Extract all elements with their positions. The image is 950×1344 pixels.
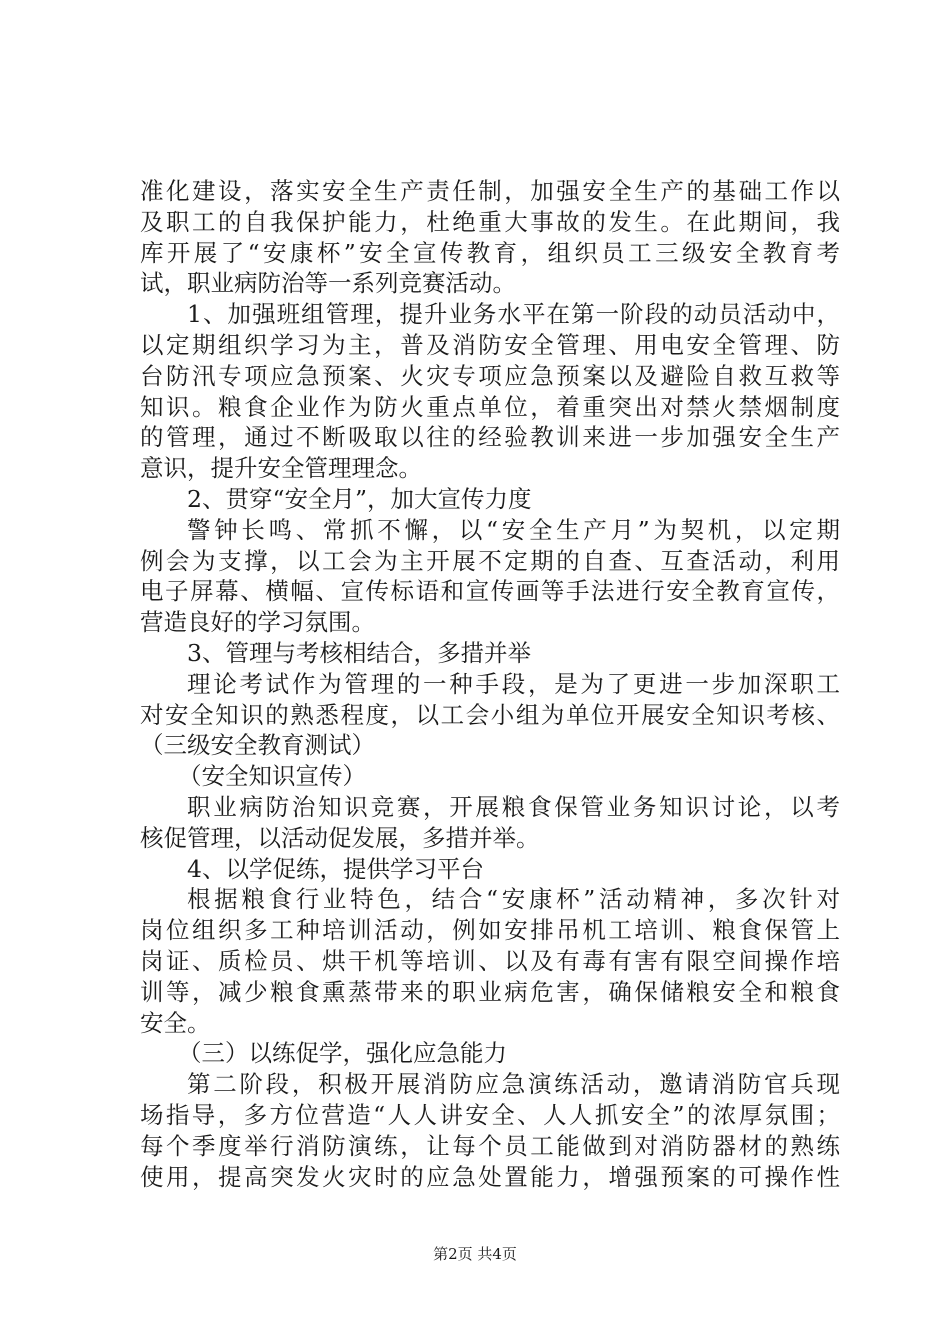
text-line: 电子屏幕、横幅、宣传标语和宣传画等手法进行安全教育宣传，	[140, 577, 840, 606]
text-line: （三）以练促学，强化应急能力	[178, 1039, 507, 1068]
text-line: 场指导，多方位营造“人人讲安全、人人抓安全”的浓厚氛围；	[140, 1100, 840, 1129]
text-line: 及职工的自我保护能力，杜绝重大事故的发生。在此期间，我	[140, 207, 840, 236]
text-line: 的管理，通过不断吸取以往的经验教训来进一步加强安全生产	[140, 423, 840, 452]
text-line: 核促管理，以活动促发展，多措并举。	[140, 823, 540, 852]
text-line: 营造良好的学习氛围。	[140, 608, 375, 637]
text-line: 库开展了“安康杯”安全宣传教育，组织员工三级安全教育考	[140, 238, 840, 267]
text-line: 意识，提升安全管理理念。	[140, 454, 422, 483]
text-line: 警钟长鸣、常抓不懈，以“安全生产月”为契机，以定期	[187, 515, 840, 544]
text-line: 1、加强班组管理，提升业务水平在第一阶段的动员活动中，	[187, 300, 840, 329]
text-line: 台防汛专项应急预案、火灾专项应急预案以及避险自救互救等	[140, 361, 840, 390]
text-line: 每个季度举行消防演练，让每个员工能做到对消防器材的熟练	[140, 1131, 840, 1160]
text-line: 2、贯穿“安全月”，加大宣传力度	[187, 484, 532, 513]
text-line: 准化建设，落实安全生产责任制，加强安全生产的基础工作以	[140, 177, 840, 205]
text-line: 岗位组织多工种培训活动，例如安排吊机工培训、粮食保管上	[140, 916, 840, 945]
text-line: 使用，提高突发火灾时的应急处置能力，增强预案的可操作性	[140, 1162, 840, 1191]
text-line: 4、以学促练，提供学习平台	[187, 854, 484, 883]
text-line: 3、管理与考核相结合，多措并举	[187, 638, 531, 667]
text-line: （三级安全教育测试）	[140, 731, 375, 760]
text-line: 训等，减少粮食熏蒸带来的职业病危害，确保储粮安全和粮食	[140, 977, 840, 1006]
text-line: 例会为支撑，以工会为主开展不定期的自查、互查活动，利用	[140, 546, 840, 575]
text-line: 安全。	[140, 1008, 211, 1037]
text-line: 以定期组织学习为主，普及消防安全管理、用电安全管理、防	[140, 330, 840, 359]
text-line: 根据粮食行业特色，结合“安康杯”活动精神，多次针对	[187, 885, 840, 914]
body-text	[140, 176, 840, 1192]
page-footer: 第2页 共4页	[433, 1245, 517, 1263]
text-line: 理论考试作为管理的一种手段，是为了更进一步加深职工	[187, 669, 840, 698]
text-line: 岗证、质检员、烘干机等培训、以及有毒有害有限空间操作培	[140, 946, 840, 975]
text-line: 知识。粮食企业作为防火重点单位，着重突出对禁火禁烟制度	[140, 392, 840, 421]
text-line: 职业病防治知识竞赛，开展粮食保管业务知识讨论，以考	[187, 792, 840, 821]
text-line: 对安全知识的熟悉程度，以工会小组为单位开展安全知识考核、	[140, 700, 840, 729]
text-line: （安全知识宣传）	[178, 762, 366, 791]
text-line: 试，职业病防治等一系列竞赛活动。	[140, 269, 516, 298]
text-line: 第二阶段，积极开展消防应急演练活动，邀请消防官兵现	[187, 1070, 840, 1099]
